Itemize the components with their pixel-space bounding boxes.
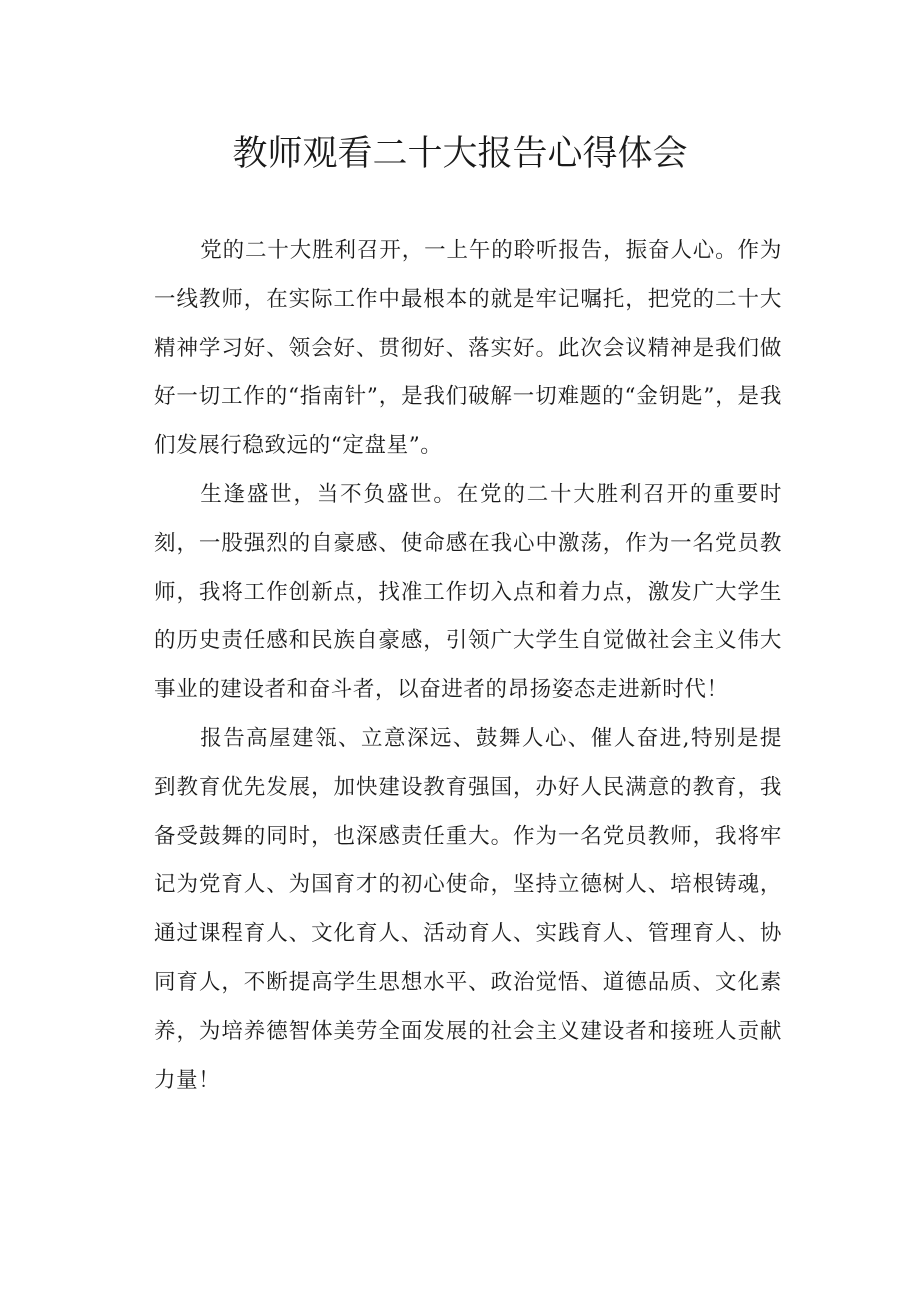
document-body	[154, 227, 782, 1105]
paragraph-3: 报告高屋建瓴、立意深远、鼓舞人心、催人奋进,特别是提到教育优先发展，加快建设教育强国，办好人民满意的教育，我备受鼓舞的同时，也深感责任重大。作为一名党员教师，我将牢记为党育人、为国育才的初心使命，坚持立德树人、培根铸魂，通过课程育人、文化育人、活动育人、实践育人、管理育人、协同育人，不断提高学生思想水平、政治觉悟、道德品质、文化素养，为培养德智体美劳全面发展的社会主义建设者和接班人贡献力量！	[154, 725, 782, 1093]
paragraph-2: 生逢盛世，当不负盛世。在党的二十大胜利召开的重要时刻，一股强烈的自豪感、使命感在我心中激荡，作为一名党员教师，我将工作创新点，找准工作切入点和着力点，激发广大学生的历史责任感和民族自豪感，引领广大学生自觉做社会主义伟大事业的建设者和奋斗者，以奋进者的昂扬姿态走进新时代！	[154, 481, 782, 703]
document-title: 教师观看二十大报告心得体会	[232, 134, 688, 174]
paragraph-1: 党的二十大胜利召开，一上午的聆听报告，振奋人心。作为一线教师，在实际工作中最根本的就是牢记嘱托，把党的二十大精神学习好、领会好、贯彻好、落实好。此次会议精神是我们做好一切工作的“指南针”，是我们破解一切难题的“金钥匙”，是我们发展行稳致远的“定盘星”。	[154, 238, 782, 459]
